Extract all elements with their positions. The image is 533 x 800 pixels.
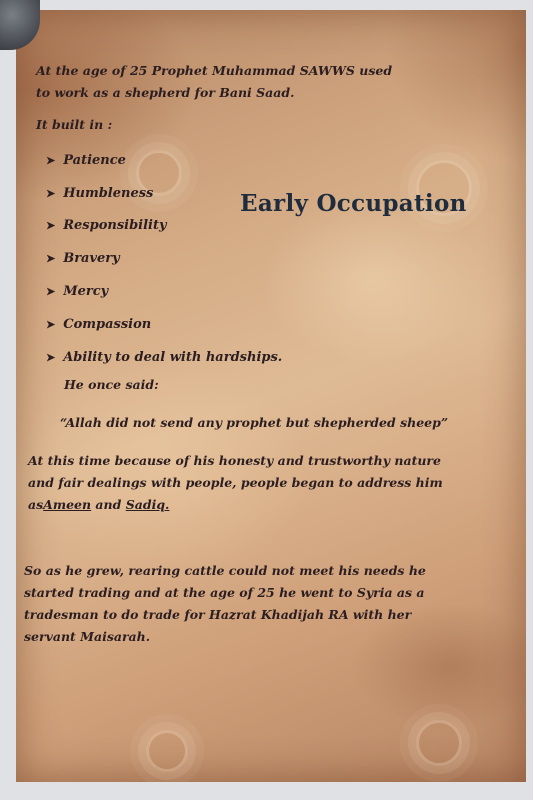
parchment-poster: [16, 10, 526, 782]
arrow-bullet-icon: ➤: [46, 186, 56, 200]
quality-label: Mercy: [63, 284, 109, 300]
arrow-bullet-icon: ➤: [46, 252, 56, 266]
quality-label: Patience: [63, 152, 126, 168]
arrow-bullet-icon: ➤: [46, 153, 56, 167]
paragraph-line: So as he grew, rearing cattle could not meet his needs he: [24, 563, 426, 578]
built-label: It built in :: [36, 117, 113, 132]
swirl-decoration: [146, 730, 188, 772]
intro-line: to work as a shepherd for Bani Saad.: [36, 85, 295, 100]
arrow-bullet-icon: ➤: [46, 317, 56, 331]
list-item: [46, 242, 282, 275]
intro-line: At the age of 25 Prophet Muhammad SAWWS used: [36, 63, 393, 78]
swirl-decoration: [416, 720, 462, 766]
paragraph-line: At this time because of his honesty and trustworthy nature: [28, 453, 441, 468]
quality-label: Ability to deal with hardships.: [63, 349, 283, 365]
qualities-list: [46, 144, 282, 374]
quote-text: “Allah did not send any prophet but shepherded sheep”: [60, 415, 449, 430]
quality-label: Compassion: [63, 316, 152, 332]
sadiq-title: Sadiq.: [125, 497, 170, 512]
honesty-paragraph: [28, 450, 498, 516]
paragraph-line: and fair dealings with people, people began to address him: [28, 475, 443, 490]
paragraph-line: started trading and at the age of 25 he went to Syria as a: [24, 585, 425, 600]
quality-label: Humbleness: [63, 185, 154, 201]
arrow-bullet-icon: ➤: [46, 219, 56, 233]
arrow-bullet-icon: ➤: [46, 285, 56, 299]
list-item: [46, 308, 282, 341]
list-item: [46, 341, 282, 374]
paragraph-line: [28, 494, 498, 516]
arrow-bullet-icon: ➤: [46, 350, 56, 364]
paragraph-line: tradesman to do trade for Hazrat Khadijah RA with her: [24, 607, 412, 622]
list-item: [46, 275, 282, 308]
as-prefix: as: [28, 497, 44, 512]
paragraph-line: servant Maisarah.: [24, 629, 151, 644]
quality-label: Responsibility: [63, 218, 167, 234]
and-word: and: [91, 497, 126, 512]
trading-paragraph: [24, 560, 494, 648]
quality-label: Bravery: [63, 251, 120, 267]
intro-paragraph: [36, 60, 476, 104]
page-title: Early Occupation: [240, 190, 467, 217]
corner-shadow: [0, 0, 40, 50]
ameen-title: Ameen: [43, 497, 92, 512]
he-said-label: He once said:: [64, 377, 159, 392]
list-item: [46, 144, 282, 177]
